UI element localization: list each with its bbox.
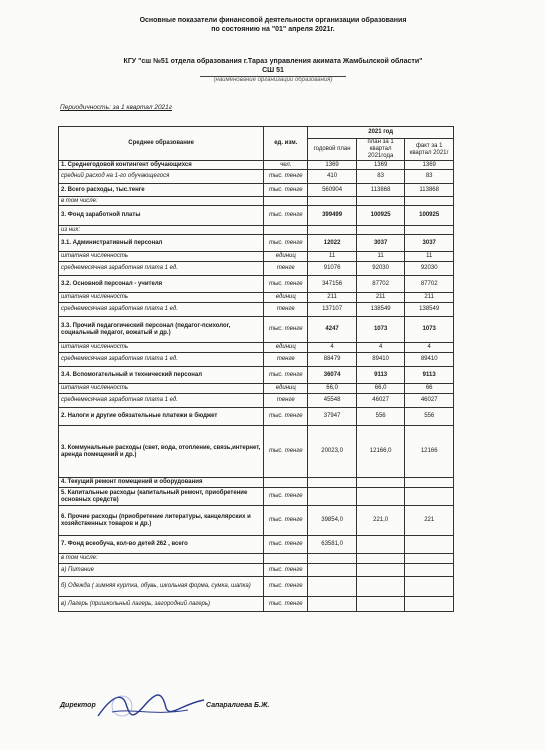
row-unit (264, 197, 308, 206)
row-annual-plan: 1369 (308, 161, 357, 170)
table-row (59, 161, 454, 170)
table-row (59, 384, 454, 394)
row-annual-plan: 37947 (308, 408, 357, 426)
row-label: в) Лагерь (пришкольный лагерь, загородний лагерь) (59, 597, 264, 612)
row-quarter-fact: 66 (405, 384, 454, 394)
row-label: среднемесячная заработная плата 1 ед. (59, 303, 264, 317)
row-label: в том числе: (59, 554, 264, 564)
table-row (59, 394, 454, 408)
row-annual-plan: 560904 (308, 184, 357, 197)
row-unit: тенге (264, 303, 308, 317)
row-annual-plan: 4 (308, 343, 357, 353)
row-unit: тыс. тенге (264, 408, 308, 426)
row-quarter-fact: 221 (405, 506, 454, 536)
table-row (59, 293, 454, 303)
row-quarter-plan (356, 577, 405, 597)
row-unit: тенге (264, 353, 308, 367)
table-row (59, 235, 454, 252)
row-unit: тыс. тенге (264, 426, 308, 478)
row-label: среднемесячная заработная плата 1 ед. (59, 394, 264, 408)
row-annual-plan: 45548 (308, 394, 357, 408)
table-row (59, 303, 454, 317)
row-label: 3.2. Основной персонал - учителя (59, 276, 264, 293)
row-quarter-plan: 11 (356, 252, 405, 262)
organization-name: КГУ "сш №51 отдела образования г.Тараз управления акимата Жамбылской области" (123, 58, 423, 65)
row-annual-plan: 88479 (308, 353, 357, 367)
row-label: 1. Среднегодовой контингент обучающихся (59, 161, 264, 170)
row-unit: тыс. тенге (264, 597, 308, 612)
row-label: среднемесячная заработная плата 1 ед. (59, 353, 264, 367)
signer-name: Сапаралиева Б.Ж. (206, 702, 270, 709)
row-label: из них: (59, 226, 264, 235)
row-annual-plan (308, 597, 357, 612)
row-quarter-plan (356, 536, 405, 554)
row-quarter-fact: 4 (405, 343, 454, 353)
row-annual-plan: 12022 (308, 235, 357, 252)
table-row (59, 197, 454, 206)
table-row (59, 564, 454, 577)
row-label: 3. Фонд заработной платы (59, 206, 264, 226)
table-row (59, 226, 454, 235)
header-year: 2021 год (308, 127, 454, 139)
period-label: Периодичность: за 1 квартал 2021г (60, 104, 172, 111)
row-label: 6. Прочие расходы (приобретение литературы, канцелярских и хозяйственных товаров и др.) (59, 506, 264, 536)
row-quarter-plan (356, 478, 405, 488)
row-quarter-plan: 138549 (356, 303, 405, 317)
title-line-1: Основные показатели финансовой деятельности организации образования (139, 17, 407, 24)
row-quarter-plan: 89410 (356, 353, 405, 367)
row-quarter-plan: 4 (356, 343, 405, 353)
row-unit (264, 554, 308, 564)
row-label: 4. Текущий ремонт помещений и оборудования (59, 478, 264, 488)
row-quarter-plan: 113868 (356, 184, 405, 197)
row-label: 2. Всего расходы, тыс.тенге (59, 184, 264, 197)
row-quarter-plan: 9113 (356, 367, 405, 384)
table-row (59, 262, 454, 276)
table-row (59, 478, 454, 488)
row-quarter-fact (405, 536, 454, 554)
row-quarter-fact: 92030 (405, 262, 454, 276)
row-annual-plan (308, 577, 357, 597)
row-quarter-fact (405, 226, 454, 235)
row-quarter-plan (356, 197, 405, 206)
row-quarter-fact (405, 197, 454, 206)
row-unit: тыс. тенге (264, 184, 308, 197)
row-quarter-fact: 113868 (405, 184, 454, 197)
row-quarter-fact: 3037 (405, 235, 454, 252)
row-annual-plan (308, 554, 357, 564)
table-row (59, 597, 454, 612)
row-annual-plan: 20023,0 (308, 426, 357, 478)
title-line-2: по состоянию на "01" апреля 2021г. (211, 26, 335, 33)
row-unit: тыс. тенге (264, 536, 308, 554)
row-unit: единиц (264, 343, 308, 353)
row-quarter-plan: 83 (356, 170, 405, 184)
row-label: 3.1. Административный персонал (59, 235, 264, 252)
row-quarter-fact: 211 (405, 293, 454, 303)
row-annual-plan: 137107 (308, 303, 357, 317)
row-annual-plan: 39854,0 (308, 506, 357, 536)
table-row (59, 184, 454, 197)
row-annual-plan: 410 (308, 170, 357, 184)
table-row (59, 276, 454, 293)
row-unit: единиц (264, 293, 308, 303)
row-unit: тыс. тенге (264, 506, 308, 536)
row-quarter-plan (356, 597, 405, 612)
row-quarter-plan: 221,0 (356, 506, 405, 536)
header-quarter-plan: план за 1 квартал 2021года (356, 139, 405, 161)
row-quarter-fact: 89410 (405, 353, 454, 367)
row-quarter-plan: 87702 (356, 276, 405, 293)
row-label: б) Одежда ( зимняя куртка, обувь, школьная форма, сумка, шапка) (59, 577, 264, 597)
row-quarter-plan: 100925 (356, 206, 405, 226)
table-row (59, 252, 454, 262)
financial-table (58, 126, 454, 612)
row-label: среднемесячная заработная плата 1 ед. (59, 262, 264, 276)
header-quarter-fact: факт за 1 квартал 2021г (405, 139, 454, 161)
row-label: 3. Коммунальные расходы (свет, вода, отопление, связь,интернет, аренда помещений и др.) (59, 426, 264, 478)
row-label: штатная численность (59, 384, 264, 394)
row-unit: единиц (264, 384, 308, 394)
row-quarter-plan (356, 226, 405, 235)
row-quarter-fact (405, 478, 454, 488)
row-unit (264, 478, 308, 488)
row-quarter-fact: 556 (405, 408, 454, 426)
row-quarter-plan: 92030 (356, 262, 405, 276)
row-quarter-fact: 87702 (405, 276, 454, 293)
row-unit: тыс. тенге (264, 276, 308, 293)
row-annual-plan (308, 564, 357, 577)
row-quarter-fact: 138549 (405, 303, 454, 317)
row-quarter-fact (405, 577, 454, 597)
row-quarter-fact: 11 (405, 252, 454, 262)
row-unit: тыс. тенге (264, 317, 308, 343)
row-label: 5. Капитальные расходы (капитальный ремонт, приобретение основных средств) (59, 488, 264, 506)
header-unit: ед. изм. (264, 127, 308, 161)
table-body (59, 161, 454, 612)
table-row (59, 317, 454, 343)
signature-image (92, 686, 212, 726)
row-annual-plan: 66,0 (308, 384, 357, 394)
row-unit: тенге (264, 262, 308, 276)
row-label: 2. Налоги и другие обязательные платежи в бюджет (59, 408, 264, 426)
row-label: штатная численность (59, 343, 264, 353)
table-row (59, 408, 454, 426)
row-annual-plan (308, 488, 357, 506)
row-unit: тенге (264, 394, 308, 408)
table-row (59, 506, 454, 536)
organization-short-name: СШ 51 (262, 67, 284, 74)
row-quarter-fact (405, 564, 454, 577)
row-annual-plan: 36074 (308, 367, 357, 384)
row-annual-plan: 399499 (308, 206, 357, 226)
header-annual-plan: годовой план (308, 139, 357, 161)
row-quarter-fact: 83 (405, 170, 454, 184)
row-quarter-fact: 9113 (405, 367, 454, 384)
table-row (59, 170, 454, 184)
row-annual-plan: 63581,0 (308, 536, 357, 554)
table-row (59, 367, 454, 384)
row-quarter-plan (356, 564, 405, 577)
table-row (59, 343, 454, 353)
row-quarter-fact: 100925 (405, 206, 454, 226)
row-quarter-fact: 1073 (405, 317, 454, 343)
row-annual-plan (308, 478, 357, 488)
row-label: средний расход на 1-го обучающегося (59, 170, 264, 184)
row-unit: единиц (264, 252, 308, 262)
row-quarter-fact: 46027 (405, 394, 454, 408)
table-row (59, 536, 454, 554)
row-quarter-fact (405, 554, 454, 564)
row-label: штатная численность (59, 293, 264, 303)
row-quarter-fact: 12166 (405, 426, 454, 478)
table-row (59, 554, 454, 564)
row-unit (264, 226, 308, 235)
row-unit: тыс. тенге (264, 577, 308, 597)
row-label: а) Питание (59, 564, 264, 577)
row-quarter-plan: 1073 (356, 317, 405, 343)
table-row (59, 488, 454, 506)
row-quarter-plan: 46027 (356, 394, 405, 408)
row-label: 3.3. Прочий педагогический персонал (педагог-психолог, социальный педагог, вожатый и др.) (59, 317, 264, 343)
row-label: штатная численность (59, 252, 264, 262)
row-annual-plan: 347156 (308, 276, 357, 293)
signer-role: Директор (60, 702, 96, 709)
row-annual-plan: 91076 (308, 262, 357, 276)
row-quarter-plan (356, 554, 405, 564)
row-unit: тыс. тенге (264, 235, 308, 252)
row-label: 3.4. Вспомогательный и технический персонал (59, 367, 264, 384)
row-quarter-plan: 1369 (356, 161, 405, 170)
row-annual-plan (308, 226, 357, 235)
table-row (59, 577, 454, 597)
row-annual-plan: 211 (308, 293, 357, 303)
row-quarter-fact (405, 488, 454, 506)
row-annual-plan (308, 197, 357, 206)
organization-caption: (наименование организации образования) (213, 77, 333, 83)
row-label: 7. Фонд всеобуча, кол-во детей 262 , всего (59, 536, 264, 554)
row-annual-plan: 11 (308, 252, 357, 262)
row-quarter-fact (405, 597, 454, 612)
row-unit: чел. (264, 161, 308, 170)
row-quarter-plan: 3037 (356, 235, 405, 252)
row-annual-plan: 4247 (308, 317, 357, 343)
row-label: в том числе: (59, 197, 264, 206)
row-unit: тыс. тенге (264, 367, 308, 384)
row-quarter-plan: 12166,0 (356, 426, 405, 478)
row-quarter-fact: 1369 (405, 161, 454, 170)
table-row (59, 206, 454, 226)
row-unit: тыс. тенге (264, 206, 308, 226)
header-education: Среднее образование (59, 127, 264, 161)
row-quarter-plan: 556 (356, 408, 405, 426)
table-row (59, 353, 454, 367)
table-row (59, 426, 454, 478)
row-quarter-plan (356, 488, 405, 506)
row-unit: тыс. тенге (264, 564, 308, 577)
row-quarter-plan: 211 (356, 293, 405, 303)
row-quarter-plan: 66,0 (356, 384, 405, 394)
row-unit: тыс. тенге (264, 488, 308, 506)
row-unit: тыс. тенге (264, 170, 308, 184)
